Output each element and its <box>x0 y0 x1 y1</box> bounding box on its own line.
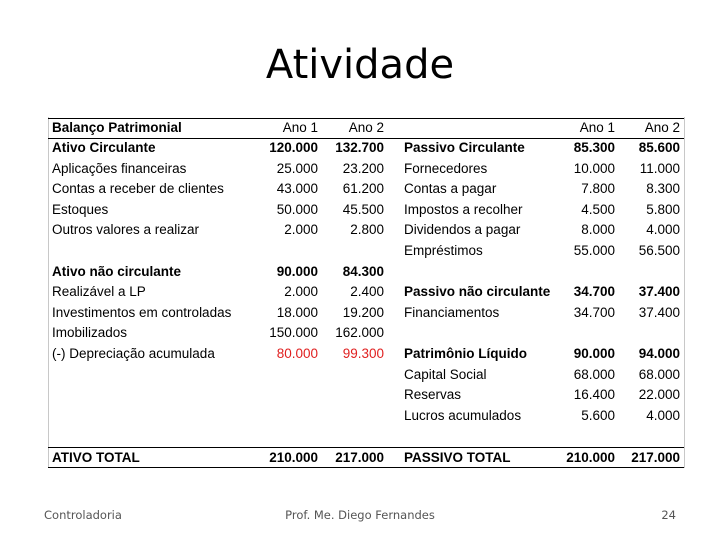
table-row-label: Patrimônio Líquido <box>404 346 527 361</box>
table-row-ano2: 4.000 <box>646 222 680 238</box>
balance-sheet-table <box>48 117 684 468</box>
table-row-ano2: 85.600 <box>638 140 680 155</box>
table-row-label: Reservas <box>404 387 462 403</box>
table-row-ano1: 34.700 <box>573 304 615 320</box>
table-row-ano1: 68.000 <box>573 366 615 382</box>
header-label: Balanço Patrimonial <box>52 120 182 135</box>
table-row-label: Ativo Circulante <box>52 140 156 155</box>
table-border-left <box>48 117 49 468</box>
table-row-label: Investimentos em controladas <box>52 304 232 320</box>
table-row-ano1: 7.800 <box>581 181 615 197</box>
table-row-ano1: 150.000 <box>269 325 318 341</box>
table-row-ano1: 25.000 <box>276 160 318 176</box>
total-liabilities-ano2: 217.000 <box>631 450 680 465</box>
table-row-ano2: 37.400 <box>638 304 680 320</box>
table-row-ano1: 50.000 <box>276 201 318 217</box>
table-row-label: Fornecedores <box>404 160 488 176</box>
footer-author: Prof. Me. Diego Fernandes <box>285 508 435 522</box>
table-row-label: Ativo não circulante <box>52 263 182 279</box>
table-row-ano1: 10.000 <box>573 160 615 176</box>
table-row-ano2: 56.500 <box>638 243 680 258</box>
table-row-label: Passivo não circulante <box>404 284 551 300</box>
table-row-label: (-) Depreciação acumulada <box>52 346 215 361</box>
table-border-right <box>684 117 685 468</box>
table-row-ano2: 19.200 <box>342 304 384 320</box>
table-row-ano1: 5.600 <box>581 407 615 423</box>
footer-page-number: 24 <box>661 508 676 522</box>
table-row-ano1: 16.400 <box>573 387 615 403</box>
table-row-ano2: 4.000 <box>646 407 680 423</box>
footer-course: Controladoria <box>44 508 122 522</box>
table-row-label: Lucros acumulados <box>404 407 522 423</box>
table-row-ano2: 5.800 <box>646 201 680 217</box>
table-row-label: Contas a receber de clientes <box>52 181 224 197</box>
table-row-label: Imobilizados <box>52 325 128 341</box>
table-row-ano2: 132.700 <box>335 140 384 155</box>
table-row-ano1: 80.000 <box>276 346 318 361</box>
table-row-ano2: 68.000 <box>638 366 680 382</box>
table-row-ano2: 94.000 <box>638 346 680 361</box>
table-row-ano1: 90.000 <box>573 346 615 361</box>
table-row-ano1: 2.000 <box>284 284 318 300</box>
table-row-label: Contas a pagar <box>404 181 497 197</box>
table-row-ano2: 45.500 <box>342 201 384 217</box>
table-row-ano2: 23.200 <box>342 160 384 176</box>
total-assets-label: ATIVO TOTAL <box>52 450 140 465</box>
header-right-ano2: Ano 2 <box>644 120 680 135</box>
table-row-ano1: 2.000 <box>284 222 318 238</box>
table-row-ano2: 99.300 <box>342 346 384 361</box>
table-row-label: Capital Social <box>404 366 487 382</box>
table-row-ano2: 37.400 <box>638 284 680 300</box>
header-left-ano1: Ano 1 <box>282 120 318 135</box>
table-row-ano1: 43.000 <box>276 181 318 197</box>
table-row-ano1: 55.000 <box>573 243 615 258</box>
total-liabilities-label: PASSIVO TOTAL <box>404 450 511 465</box>
table-row-ano2: 2.800 <box>350 222 384 238</box>
table-row-label: Financiamentos <box>404 304 500 320</box>
table-row-ano2: 61.200 <box>342 181 384 197</box>
total-liabilities-ano1: 210.000 <box>566 450 615 465</box>
header-right-ano1: Ano 1 <box>579 120 615 135</box>
table-row-ano1: 90.000 <box>276 263 318 279</box>
table-row-label: Dividendos a pagar <box>404 222 521 238</box>
table-row-ano2: 162.000 <box>335 325 384 341</box>
table-row-label: Empréstimos <box>404 243 483 258</box>
table-row-label: Passivo Circulante <box>404 140 525 155</box>
table-row-label: Aplicações financeiras <box>52 160 187 176</box>
table-row-label: Outros valores a realizar <box>52 222 200 238</box>
total-assets-ano2: 217.000 <box>335 450 384 465</box>
table-row-ano2: 8.300 <box>646 181 680 197</box>
table-row-ano2: 2.400 <box>350 284 384 300</box>
table-row-label: Impostos a recolher <box>404 201 523 217</box>
table-row-ano1: 18.000 <box>276 304 318 320</box>
table-row-ano1: 8.000 <box>581 222 615 238</box>
table-row-ano2: 22.000 <box>638 387 680 403</box>
table-row-ano1: 34.700 <box>573 284 615 300</box>
table-row-ano2: 11.000 <box>639 160 680 176</box>
header-left-ano2: Ano 2 <box>348 120 384 135</box>
table-row-label: Estoques <box>52 201 109 217</box>
table-row-ano1: 4.500 <box>581 201 615 217</box>
table-row-ano1: 120.000 <box>269 140 318 155</box>
table-row-ano2: 84.300 <box>342 263 384 279</box>
total-assets-ano1: 210.000 <box>269 450 318 465</box>
slide-title: Atividade <box>265 42 455 88</box>
table-row-label: Realizável a LP <box>52 284 146 300</box>
table-row-ano1: 85.300 <box>573 140 615 155</box>
